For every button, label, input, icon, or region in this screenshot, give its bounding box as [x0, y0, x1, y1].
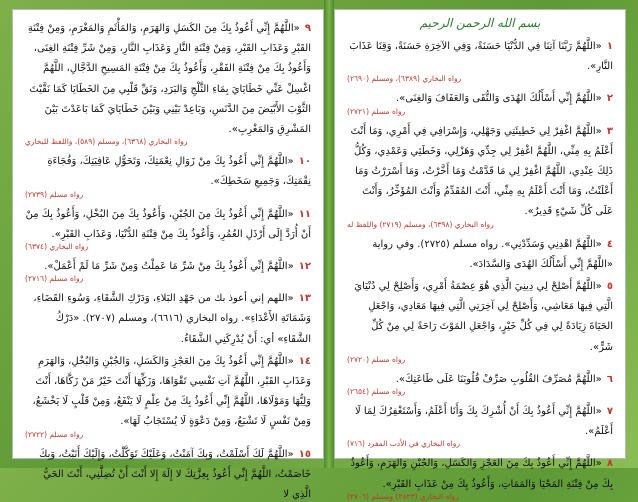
dua-entry — [347, 274, 613, 365]
entry-reference: رواه مسلم (٢٦٥٤) — [347, 387, 406, 397]
entry-number: ٤ — [606, 238, 613, 250]
entry-reference: رواه مسلم (٢٧٣٩) — [25, 189, 84, 199]
entry-text: «اللَّهُمَّ إِنِّي أَعُوذُ بِكَ مِنَ الكَسَلِ وَالهَرَمِ، وَالمَأْثَمِ وَالمَغْرَمِ، وَمِنْ فِتْنَةِ القَبْرِ وَعَذَابِ القَبْرِ، وَمِنْ فِتْنَةِ النَّارِ وَعَذَابِ النَّارِ، وَمِنْ شَرِّ فِتْنَةِ الغِنَى، وَأَعُوذُ بِكَ مِنْ فِتْنَةِ الفَقْرِ، وَأَعُوذُ بِكَ مِنْ فِتْنَةِ المَسِيحِ الدَّجَّالِ، اللَّهُمَّ اغْسِلْ عَنِّي خَطَايَايَ بِمَاءِ الثَّلْجِ وَالبَرَدِ، وَنَقِّ قَلْبِي مِنَ الخَطَايَا كَمَا نَقَّيْتَ الثَّوْبَ الأَبْيَضَ مِنَ الدَّنَسِ، وَبَاعِدْ بَيْنِي وَبَيْنَ خَطَايَايَ كَمَا بَاعَدْتَ بَيْنَ المَشْرِقِ وَالمَغْرِبِ». — [27, 23, 311, 136]
entry-number: ٩ — [304, 23, 311, 34]
entry-number: ٨ — [606, 458, 613, 470]
entry-text: «اللَّهُمَّ رَبَّنَا آتِنَا فِي الدُّنْيَا حَسَنَةً، وَفِي الآخِرَةِ حَسَنَةً، وَقِنَا عَذَابَ النَّارِ». — [349, 41, 613, 73]
entry-text: «اللَّهُمَّ إِنِّي أَعُوذُ بِكَ أَنْ أُشْرِكَ بِكَ وَأَنَا أَعْلَمُ، وَأَسْتَغْفِرُكَ لِمَا لَا أَعْلَمُ». — [354, 406, 613, 438]
dua-entry — [347, 451, 613, 501]
entry-number: ١١ — [298, 208, 311, 220]
entry-text: «اللَّهُمَّ إِنِّي أَعُوذُ بِكَ مِنَ الجُبْنِ، وَأَعُوذُ بِكَ مِنَ البُخْلِ، وَأَعُوذُ بِكَ مِنْ أَنْ أُرَدَّ إِلَى أَرْذَلِ العُمُرِ، وَأَعُوذُ بِكَ مِنْ فِتْنَةِ الدُّنْيَا، وَعَذَابِ القَبْرِ». — [25, 208, 311, 240]
entry-number: ١٤ — [298, 355, 311, 367]
entry-number: ١ — [606, 41, 613, 52]
dua-entry — [347, 367, 613, 397]
left-page-entries — [25, 16, 311, 502]
entry-reference: رواه البخاري (٦٣٨٩)، ومسلم (٢٦٩٠) — [347, 74, 462, 84]
entry-text: «اللَّهُمَّ لَكَ أَسْلَمْتُ، وَبِكَ آمَنْتُ، وَعَلَيْكَ تَوَكَّلْتُ، وَإِلَيْكَ أَنَبْتُ، وَبِكَ خَاصَمْتُ، اللَّهُمَّ إِنِّي أَعُوذُ بِعِزَّتِكَ لا إِلَهَ إِلا أَنْتَ أَنْ تُضِلَّنِي، أَنْتَ الحَيُّ الَّذِي لا — [39, 448, 311, 501]
dua-entry — [25, 254, 311, 284]
entry-reference: رواه البخاري (٦٣٦٨)، ومسلم (٥٨٩)، واللفظ للبخاري — [25, 137, 188, 147]
entry-number: ١٥ — [298, 448, 311, 460]
entry-number: ٦ — [606, 373, 613, 385]
entry-reference: رواه البخاري (٦٣٩٨)، ومسلم (٢٧١٩) واللفظ له — [347, 219, 494, 229]
entry-number: ١٠ — [298, 156, 311, 168]
entry-reference: رواه البخاري (٦٣٧٤) — [25, 242, 89, 252]
right-page-entries — [347, 34, 613, 502]
entry-reference: رواه مسلم (٢٧١٦) — [25, 274, 84, 284]
entry-reference: رواه مسلم (٢٧٢٢) — [25, 429, 84, 439]
entry-text: «اللَّهُمَّ مُصَرِّفَ القُلُوبِ صَرِّفْ قُلُوبَنَا عَلَى طَاعَتِكَ». — [395, 373, 602, 385]
entry-reference: رواه البخاري في الأدب المفرد (٧١٦) — [347, 439, 460, 449]
bismillah-heading: بسم الله الرحمن الرحيم — [419, 16, 541, 30]
entry-reference: رواه البخاري (٢٨٢٣) ومسلم (٢٧٠٦) — [347, 491, 459, 501]
entry-text: «اللهم إني أعوذ بك من جَهْدِ البَلاءِ، وَدَرْكِ الشَّقَاءِ، وَسُوءِ القَضَاءِ، وَشَمَاتَةِ الأَعْدَاءِ». رواه البخاري (٦٦١٦)، ومسلم (٢٧٠٧). «دَرْكُ الشَّقَاءِ» أي: أَنْ يُدْرِكَنِي الشَّقَاءُ. — [33, 293, 311, 345]
left-page — [12, 9, 324, 501]
entry-number: ٣ — [606, 125, 613, 137]
entry-text: «اللَّهُمَّ إِنِّي أَعُوذُ بِكَ مِنْ شَرِّ مَا عَمِلْتُ وَمِنْ شَرِّ مَا لَمْ أَعْمَلْ». — [44, 261, 294, 273]
entry-text: «اللَّهُمَّ اهْدِنِي وَسَدِّدْنِي». رواه مسلم (٢٧٢٥). وفي رواية «اللَّهُمَّ إِنِّي أَسْأَلُكَ الهُدَى وَالسَّدَادَ». — [372, 238, 613, 270]
book-spine — [324, 0, 334, 468]
dua-entry — [347, 86, 613, 116]
entry-reference: رواه مسلم (٢٧٢١) — [347, 106, 406, 116]
dua-entry — [347, 232, 613, 272]
dua-entry — [25, 202, 311, 252]
dua-entry — [347, 399, 613, 449]
entry-text: «اللَّهُمَّ إِنِّي أَعُوذُ بِكَ مِنْ زَوَالِ نِعْمَتِكَ، وَتَحَوُّلِ عَافِيَتِكَ، وَفُجَاءَةِ نِقْمَتِكَ، وَجَمِيعِ سَخَطِكَ». — [47, 156, 311, 188]
entry-number: ٧ — [606, 406, 613, 418]
entry-reference: رواه مسلم (٢٧٢٠) — [347, 354, 406, 364]
entry-number: ١٢ — [298, 261, 311, 273]
entry-text: «اللَّهُمَّ إِنِّي أَعُوذُ بِكَ مِنَ العَجْزِ وَالكَسَلِ، وَالجُبْنِ وَالهَرَمِ، وَأَعُوذُ بِكَ مِنْ فِتْنَةِ المَحْيَا وَالمَمَاتِ، وَأَعُوذُ بِكَ مِنْ عَذَابِ القَبْرِ». — [350, 458, 613, 490]
entry-text: «اللَّهُمَّ إِنِّي أَعُوذُ بِكَ مِنَ العَجْزِ وَالكَسَلِ، وَالجُبْنِ وَالبُخْلِ، وَالهَرَمِ وَعَذَابِ القَبْرِ، اللَّهُمَّ آتِ نَفْسِي تَقْوَاهَا، وَزَكِّهَا أَنْتَ خَيْرُ مَنْ زَكَّاهَا، أَنْتَ وَلِيُّهَا وَمَوْلَاهَا، اللَّهُمَّ إِنِّي أَعُوذُ بِكَ مِنْ عِلْمٍ لَا يَنْفَعُ، وَمِنْ قَلْبٍ لَا يَخْشَعُ، وَمِنْ نَفْسٍ لَا تَشْبَعُ، وَمِنْ دَعْوَةٍ لَا يُسْتَجَابُ لَهَا». — [32, 355, 311, 428]
entry-number: ١٣ — [298, 293, 311, 305]
right-page — [334, 9, 626, 501]
dua-entry — [25, 349, 311, 440]
entry-text: «اللَّهُمَّ إِنِّي أَسْأَلُكَ الهُدَى وَالتُّقَى وَالعَفَافَ وَالغِنَى». — [395, 93, 602, 105]
dua-entry — [25, 286, 311, 347]
dua-entry — [347, 119, 613, 230]
entry-text: «اللَّهُمَّ اغْفِرْ لِي خَطِيئَتِي وَجَهْلِي، وَإِسْرَافِي فِي أَمْرِي، وَمَا أَنْتَ أَعْلَمُ بِهِ مِنِّي، اللَّهُمَّ اغْفِرْ لِي جِدِّي وَهَزْلِي، وَخَطَئِي وَعَمْدِي، وَكُلُّ ذَلِكَ عِنْدِي، اللَّهُمَّ اغْفِرْ لِي مَا قَدَّمْتُ وَمَا أَخَّرْتُ، وَمَا أَسْرَرْتُ وَمَا أَعْلَنْتُ، وَمَا أَنْتَ أَعْلَمُ بِهِ مِنِّي، أَنْتَ المُقَدِّمُ وَأَنْتَ المُؤَخِّرُ، وَأَنْتَ عَلَى كُلِّ شَيْءٍ قَدِيرٌ». — [350, 125, 613, 218]
entry-text: «اللَّهُمَّ أَصْلِحْ لِي دِينِيَ الَّذِي هُوَ عِصْمَةُ أَمْرِي، وَأَصْلِحْ لِي دُنْيَايَ الَّتِي فِيهَا مَعَاشِي، وَأَصْلِحْ لِي آخِرَتِي الَّتِي فِيهَا مَعَادِي، وَاجْعَلِ الحَيَاةَ زِيَادَةً لِي فِي كُلِّ خَيْرٍ، وَاجْعَلِ المَوْتَ رَاحَةً لِي مِنْ كُلِّ شَرٍّ». — [354, 281, 613, 353]
dua-entry — [25, 149, 311, 199]
entry-number: ٥ — [606, 281, 613, 293]
dua-entry — [25, 16, 311, 147]
dua-entry — [347, 34, 613, 84]
dua-entry — [25, 442, 311, 502]
entry-number: ٢ — [606, 93, 613, 105]
